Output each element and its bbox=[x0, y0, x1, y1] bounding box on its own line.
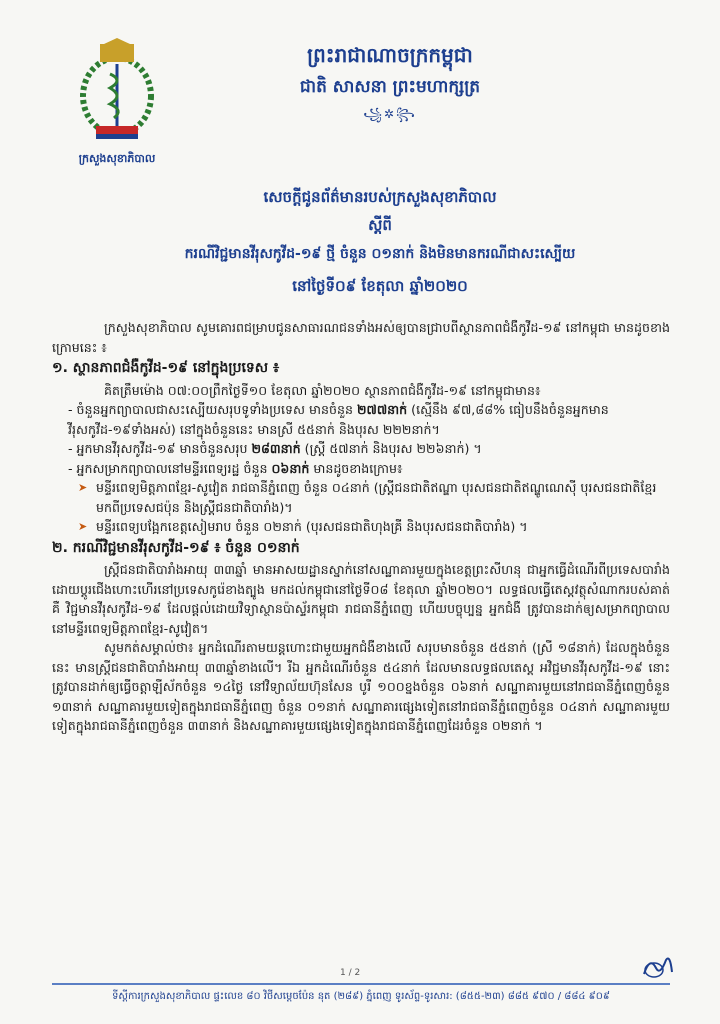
page-number: 1 / 2 bbox=[340, 968, 361, 978]
bullet-figure: ០៦នាក់ bbox=[271, 460, 310, 476]
recovered-bullet bbox=[52, 400, 670, 439]
footer-divider bbox=[52, 983, 670, 985]
bullet-text: - អ្នកសម្រាកព្យាបាលនៅមន្ទីរពេទ្យរដ្ឋ ចំនួន bbox=[68, 460, 272, 476]
document-title bbox=[80, 188, 680, 299]
bullet-text: (ស្មើនឹង ៩៧,៨៨% ធៀបនឹងចំនួនអ្នកមានវីរុសកូវីដ-១៩ទាំងអស់) នៅក្នុងចំនួននេះ មានស្រី ៥៥នាក់ និងបុរស ២២២នាក់។ bbox=[68, 402, 609, 437]
section-2-heading: ២. ករណីវិជ្ជមានវីរុសកូវីដ-១៩ ៖ ចំនួន ០១នាក់ bbox=[52, 539, 300, 556]
ornament-divider: ꧁✲꧂ bbox=[363, 107, 417, 121]
kingdom-name: ព្រះរាជាណាចក្រកម្ពុជា bbox=[307, 43, 473, 67]
title-line-3: ករណីវិជ្ជមានវីរុសកូវីដ-១៩ ថ្មី ចំនួន ០១នាក់ និងមិនមានករណីជាសះស្បើយ bbox=[184, 246, 576, 262]
hospital-item bbox=[52, 478, 670, 517]
bullet-text: មានដូចខាងក្រោម៖ bbox=[309, 460, 403, 476]
section-1-heading: ១. ស្ថានភាពជំងឺកូវីដ-១៩ នៅក្នុងប្រទេស ៖ bbox=[52, 360, 280, 376]
footer-address: ទីស្តីការក្រសួងសុខាភិបាល ផ្ទះលេខ ៨០ វិថីសម្តេចប៉ែន នុត (២៨៩) ភ្នំពេញ ទូរស័ព្ទ-ទូរសារ: (៨៥៥-២៣) ៨៨៥ ៩៧០ / ៨៨៤ ៩០៩ bbox=[112, 991, 610, 1002]
arrow-bullet-icon: ➤ bbox=[78, 520, 88, 533]
note-paragraph: សូមកត់សម្គាល់ថា៖ អ្នកដំណើរតាមយន្តហោះជាមួយអ្នកជំងឺខាងលើ សរុបមានចំនួន ៥៥នាក់ (ស្រី ១៨នាក់) ដែលក្នុងចំនួននេះ មានស្ត្រីជនជាតិបារាំងអាយុ ៣៣ឆ្នាំខាងលើ។ រីឯ អ្នកដំណើរចំនួន ៥៤នាក់ ដែលមានលទ្ធផលតេស្ត អវិជ្ជមានវីរុសកូវីដ-១៩ នោះ ត្រូវបានដាក់ឲ្យធ្វើចត្តាឡីស័កចំនួន ១៤ថ្ងៃ នៅវិទ្យាល័យហ៊ុនសែន បូរី ១០០ខ្នងចំនួន ០៦នាក់ សណ្ឋាគារមួយនៅរាជធានីភ្នំពេញចំនួន ១៣នាក់ សណ្ឋាគារមួយទៀតក្នុងរាជធានីភ្នំពេញ ចំនួន ០១នាក់ សណ្ឋាគារផ្សេងទៀតនៅរាជធានីភ្នំពេញចំនួន ០៤នាក់ សណ្ឋាគារមួយទៀតក្នុងរាជធានីភ្នំពេញចំនួន ៣៣នាក់ និងសណ្ឋាគារមួយផ្សេងទៀតក្នុងរាជធានីភ្នំពេញដែរចំនួន ០២នាក់ ។ bbox=[52, 640, 670, 733]
bullet-figure: ២៧៧នាក់ bbox=[356, 402, 408, 417]
initials-signature bbox=[640, 954, 676, 980]
hospital-item-text: មន្ទីរពេទ្យមិត្តភាពខ្មែរ-សូវៀត រាជធានីភ្នំពេញ ចំនួន ០៤នាក់ (ស្ត្រីជនជាតិឥណ្ឌា បុរសជនជាតិឥណ្ឌូណេស៊ី បុរសជនជាតិខ្មែរមកពីប្រទេសជប៉ុន និងស្ត្រីជនជាតិបារាំង)។ bbox=[96, 480, 657, 515]
kingdom-motto bbox=[240, 42, 540, 129]
hospitalized-bullet bbox=[52, 459, 670, 479]
document-body bbox=[52, 318, 670, 736]
case-paragraph: ស្ត្រីជនជាតិបារាំងអាយុ ៣៣ឆ្នាំ មានអាសយដ្ឋានស្នាក់នៅសណ្ឋាគារមួយក្នុងខេត្តព្រះសីហនុ ជាអ្នកធ្វើដំណើរពីប្រទេសបារាំង ដោយប្តូរជើងហោះហើរនៅប្រទេសកូរ៉េខាងត្បូង មកដល់កម្ពុជានៅថ្ងៃទី០៨ ខែតុលា ឆ្នាំ២០២០។ លទ្ធផលធ្វើតេស្តវត្ថុសំណាករបស់គាត់ គឺ វិជ្ជមានវីរុសកូវីដ-១៩ ដែលផ្តល់ដោយវិទ្យាស្ថានប៉ាស្ទ័រកម្ពុជា រាជធានីភ្នំពេញ ហើយបច្ចុប្បន្ន អ្នកជំងឺ ត្រូវបានដាក់ឲ្យសម្រាកព្យាបាលនៅមន្ទីរពេទ្យមិត្តភាពខ្មែរ-សូវៀត។ bbox=[52, 562, 670, 636]
section-1-lead: គិតត្រឹមម៉ោង ០៧:០០ព្រឹកថ្ងៃទី១០ ខែតុលា ឆ្នាំ២០២០ ស្ថានភាពជំងឺកូវីដ-១៩ នៅកម្ពុជាមាន៖ bbox=[104, 382, 541, 398]
bullet-text: - អ្នកមានវីរុសកូវីដ-១៩ មានចំនួនសរុប bbox=[68, 441, 252, 456]
hospital-item-text: មន្ទីរពេទ្យបង្អែកខេត្តសៀមរាប ចំនួន ០២នាក់ (បុរសជនជាតិហុងគ្រី និងបុរសជនជាតិបារាំង) ។ bbox=[96, 519, 528, 534]
title-line-2: ស្តីពី bbox=[368, 216, 392, 234]
title-date: នៅថ្ងៃទី០៩ ខែតុលា ឆ្នាំ២០២០ bbox=[292, 277, 468, 295]
ministry-name: ក្រសួងសុខាភិបាល bbox=[78, 152, 156, 165]
intro-paragraph: ក្រសួងសុខាភិបាល សូមគោរពជម្រាបជូនសាធារណជនទាំងអស់ឲ្យបានជ្រាបពីស្ថានភាពជំងឺកូវីដ-១៩ នៅកម្ពុជា មានដូចខាងក្រោមនេះ ៖ bbox=[52, 320, 670, 355]
total-cases-bullet bbox=[52, 439, 670, 459]
hospital-item bbox=[52, 517, 670, 537]
bullet-figure: ២៨៣នាក់ bbox=[251, 441, 301, 456]
national-motto: ជាតិ សាសនា ព្រះមហាក្សត្រ bbox=[299, 77, 481, 97]
arrow-bullet-icon: ➤ bbox=[78, 481, 88, 494]
ministry-of-health-logo bbox=[70, 38, 164, 148]
bullet-text: (ស្ត្រី ៥៧នាក់ និងបុរស ២២៦នាក់) ។ bbox=[300, 441, 482, 456]
bullet-text: - ចំនួនអ្នកព្យាបាលជាសះស្បើយសរុបទូទាំងប្រទេស មានចំនួន bbox=[68, 402, 357, 417]
title-line-1: សេចក្តីជូនព័ត៌មានរបស់ក្រសួងសុខាភិបាល bbox=[263, 188, 497, 206]
